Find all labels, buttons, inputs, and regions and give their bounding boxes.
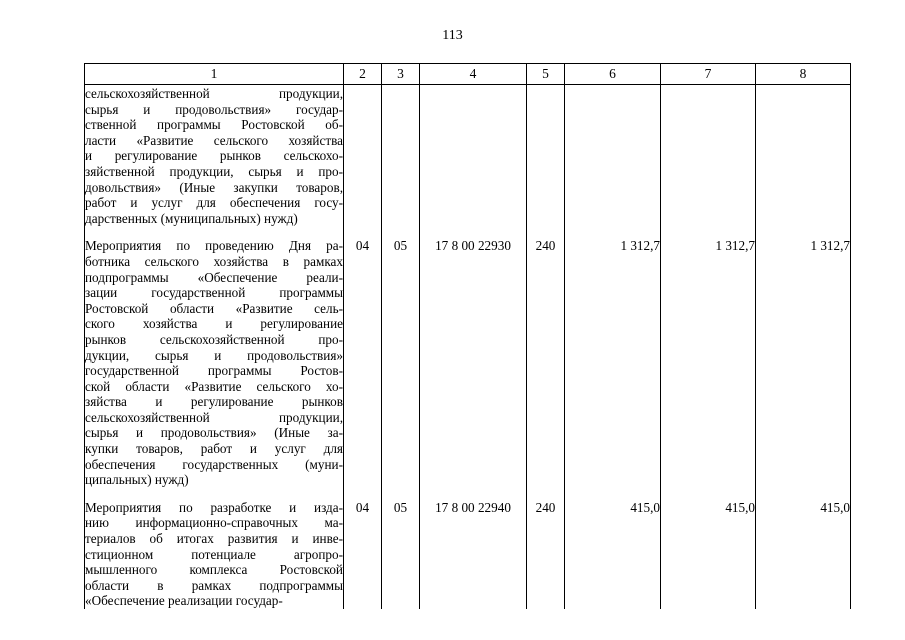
description-line: Мероприятия по разработке и изда-	[85, 499, 343, 515]
description-cell	[85, 488, 344, 609]
description-line: сельскохозяйственной продукции,	[85, 409, 343, 425]
expense-type-cell	[527, 85, 565, 227]
description-line: ласти «Развитие сельского хозяйства	[85, 132, 343, 148]
description-line: Ростовской области «Развитие сель-	[85, 300, 343, 316]
budget-table	[84, 63, 851, 609]
description-line: зации государственной программы	[85, 285, 343, 301]
description-line: сырья и продовольствия» государ-	[85, 101, 343, 117]
description-line: купки товаров, работ и услуг для	[85, 441, 343, 457]
expense-type-cell: 240	[527, 226, 565, 488]
target-article-cell	[420, 85, 527, 227]
description-line: и регулирование рынков сельскохо-	[85, 148, 343, 164]
amount-year-3-cell: 415,0	[756, 488, 851, 609]
column-header-2: 2	[344, 64, 382, 85]
description-line: рынков сельскохозяйственной про-	[85, 331, 343, 347]
amount-year-2-cell: 1 312,7	[661, 226, 756, 488]
description-line: работ и услуг для обеспечения госу-	[85, 195, 343, 211]
page-number: 113	[442, 28, 463, 43]
table-body	[85, 85, 851, 610]
description-line: териалов об итогах развития и инве-	[85, 531, 343, 547]
target-article-cell: 17 8 00 22940	[420, 488, 527, 609]
amount-year-3-cell	[756, 85, 851, 227]
description-line: ственной программы Ростовской об-	[85, 117, 343, 133]
table-row	[85, 488, 851, 609]
description-line: зяйственной продукции, сырья и про-	[85, 163, 343, 179]
column-header-7: 7	[661, 64, 756, 85]
table-row	[85, 85, 851, 227]
description-line: государственной программы Ростов-	[85, 363, 343, 379]
amount-year-2-cell: 415,0	[661, 488, 756, 609]
table-header-row	[85, 64, 851, 85]
subsection-code-cell: 05	[382, 488, 420, 609]
amount-year-1-cell: 415,0	[565, 488, 661, 609]
section-code-cell	[344, 85, 382, 227]
description-cell	[85, 226, 344, 488]
amount-year-1-cell: 1 312,7	[565, 226, 661, 488]
description-line: подпрограммы «Обеспечение реали-	[85, 269, 343, 285]
table-row	[85, 226, 851, 488]
expense-type-cell: 240	[527, 488, 565, 609]
column-header-1: 1	[85, 64, 344, 85]
description-line: зяйства и регулирование рынков	[85, 394, 343, 410]
description-line: обеспечения государственных (муни-	[85, 456, 343, 472]
column-header-5: 5	[527, 64, 565, 85]
description-line: ципальных) нужд)	[85, 472, 189, 488]
section-code-cell: 04	[344, 226, 382, 488]
description-line: области в рамках подпрограммы	[85, 577, 343, 593]
description-line: дарственных (муниципальных) нужд)	[85, 210, 298, 226]
column-header-4: 4	[420, 64, 527, 85]
section-code-cell: 04	[344, 488, 382, 609]
description-line: нию информационно-справочных ма-	[85, 515, 343, 531]
description-line: сырья и продовольствия» (Иные за-	[85, 425, 343, 441]
column-header-8: 8	[756, 64, 851, 85]
column-header-3: 3	[382, 64, 420, 85]
description-line: Мероприятия по проведению Дня ра-	[85, 238, 343, 254]
column-header-6: 6	[565, 64, 661, 85]
description-line: довольствия» (Иные закупки товаров,	[85, 179, 343, 195]
amount-year-2-cell	[661, 85, 756, 227]
subsection-code-cell	[382, 85, 420, 227]
target-article-cell: 17 8 00 22930	[420, 226, 527, 488]
description-line: дукции, сырья и продовольствия»	[85, 347, 343, 363]
description-line: «Обеспечение реализации государ-	[85, 593, 283, 609]
description-line: ской области «Развитие сельского хо-	[85, 378, 343, 394]
description-line: ского хозяйства и регулирование	[85, 316, 343, 332]
description-cell	[85, 85, 344, 227]
description-line: стиционном потенциале агропро-	[85, 546, 343, 562]
description-line: сельскохозяйственной продукции,	[85, 86, 343, 101]
amount-year-1-cell	[565, 85, 661, 227]
subsection-code-cell: 05	[382, 226, 420, 488]
description-line: мышленного комплекса Ростовской	[85, 562, 343, 578]
amount-year-3-cell: 1 312,7	[756, 226, 851, 488]
description-line: ботника сельского хозяйства в рамках	[85, 253, 343, 269]
